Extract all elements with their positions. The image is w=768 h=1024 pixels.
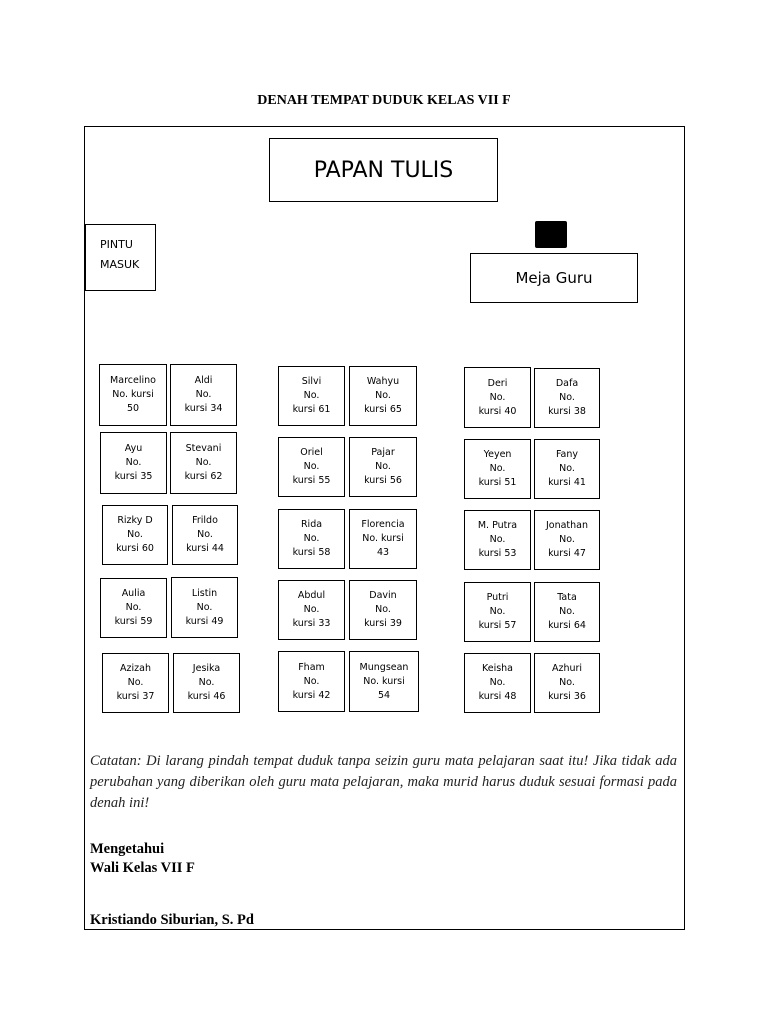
seat-number-line2: kursi 46 bbox=[187, 691, 226, 702]
page-title: DENAH TEMPAT DUDUK KELAS VII F bbox=[257, 93, 511, 108]
student-name: Silvi bbox=[301, 376, 322, 387]
student-name: Davin bbox=[369, 590, 397, 601]
seat-number-line1: No. bbox=[127, 677, 144, 688]
seat-number-line2: kursi 65 bbox=[364, 404, 402, 415]
seat bbox=[170, 364, 237, 426]
seat-number-line2: kursi 37 bbox=[116, 691, 155, 702]
seat-number-line1: No. bbox=[375, 461, 391, 472]
seat bbox=[173, 653, 240, 713]
acknowledgement-label: Mengetahui bbox=[90, 841, 165, 857]
student-name: Azizah bbox=[120, 663, 151, 674]
seat-number-line1: No. bbox=[303, 533, 320, 544]
seat-number-line2: kursi 34 bbox=[184, 403, 223, 414]
seat-number-line1: No. bbox=[195, 389, 212, 400]
student-name: Tata bbox=[557, 592, 577, 603]
student-name: Keisha bbox=[481, 663, 514, 674]
student-name: Stevani bbox=[185, 443, 222, 454]
student-name: Jonathan bbox=[545, 520, 589, 531]
seat bbox=[464, 653, 531, 713]
seat-number-line1: No. bbox=[489, 391, 506, 403]
seat-number-line2: kursi 47 bbox=[548, 548, 586, 559]
seat-number-line2: kursi 57 bbox=[478, 620, 517, 631]
teacher-desk-label: Meja Guru bbox=[515, 269, 593, 287]
seat-number-line1: No. bbox=[489, 677, 506, 688]
seat-number-line1: No. kursi bbox=[112, 389, 154, 400]
seat-number-line2: kursi 55 bbox=[292, 475, 331, 486]
seat bbox=[102, 653, 169, 713]
seat-number-line1: No. bbox=[125, 602, 142, 613]
seat-number-line1: No. bbox=[196, 601, 213, 613]
seat bbox=[349, 651, 419, 712]
door-label-line2: MASUK bbox=[100, 258, 140, 271]
teacher-chair bbox=[535, 221, 567, 248]
seat bbox=[99, 364, 167, 426]
seat-number-line2: kursi 36 bbox=[548, 691, 586, 702]
seat-number-line2: kursi 38 bbox=[548, 406, 586, 417]
seat bbox=[100, 578, 167, 638]
seat-number-line2: kursi 56 bbox=[364, 475, 402, 486]
seat-number-line1: No. bbox=[197, 529, 213, 540]
seat-number-line1: No. bbox=[127, 529, 143, 540]
seat-number-line2: kursi 44 bbox=[186, 543, 224, 554]
seat-number-line1: No. kursi bbox=[363, 675, 405, 687]
seat bbox=[534, 653, 600, 713]
seat-number-line2: kursi 41 bbox=[548, 477, 586, 488]
seat-number-line2: kursi 40 bbox=[478, 405, 517, 417]
seat bbox=[534, 582, 600, 642]
seat bbox=[464, 367, 531, 428]
seat-number-line2: kursi 39 bbox=[364, 618, 402, 629]
student-name: Rida bbox=[300, 519, 323, 530]
seat bbox=[278, 366, 345, 426]
seat-number-line2: 54 bbox=[377, 689, 391, 701]
seat-number-line1: No. bbox=[125, 457, 142, 468]
entrance-door bbox=[85, 224, 156, 291]
teacher-name: Kristiando Siburian, S. Pd bbox=[90, 912, 254, 928]
seat-number-line2: kursi 49 bbox=[185, 615, 224, 627]
seat-number-line2: 50 bbox=[126, 403, 140, 414]
seat-number-line2: 43 bbox=[376, 547, 390, 558]
seat-number-line2: kursi 60 bbox=[116, 543, 154, 554]
rules-note: Catatan: Di larang pindah tempat duduk tanpa seizin guru mata pelajaran saat itu! Jika tidak ada perubahan yang diberikan oleh guru mata pelajaran, maka murid harus duduk sesuai formasi pada denah ini! bbox=[90, 753, 677, 811]
seat-number-line1: No. bbox=[198, 677, 215, 688]
seat bbox=[278, 580, 345, 640]
seat bbox=[278, 437, 345, 497]
seat-number-line2: kursi 58 bbox=[292, 547, 331, 558]
seat-number-line1: No. bbox=[559, 392, 575, 403]
student-name: Deri bbox=[487, 377, 508, 389]
student-name: Fany bbox=[555, 449, 579, 460]
student-name: Jesika bbox=[192, 663, 221, 674]
teacher-desk bbox=[470, 253, 638, 303]
seat bbox=[278, 651, 345, 712]
seat bbox=[349, 509, 417, 569]
student-name: M. Putra bbox=[477, 520, 518, 531]
student-name: Wahyu bbox=[366, 376, 400, 387]
door-label-line1: PINTU bbox=[100, 238, 133, 251]
seat-number-line1: No. bbox=[303, 604, 320, 615]
seat-number-line1: No. bbox=[375, 390, 391, 401]
student-name: Putri bbox=[486, 592, 509, 603]
seat bbox=[172, 505, 238, 565]
seat bbox=[171, 577, 238, 638]
seat-number-line1: No. bbox=[559, 606, 575, 617]
seat-number-line1: No. bbox=[559, 677, 575, 688]
student-name: Rizky D bbox=[117, 515, 153, 526]
seat bbox=[349, 580, 417, 640]
homeroom-teacher-title: Wali Kelas VII F bbox=[90, 860, 195, 876]
seat bbox=[278, 509, 345, 569]
seat bbox=[464, 439, 531, 499]
student-name: Azhuri bbox=[551, 663, 583, 674]
seat-number-line2: kursi 53 bbox=[478, 548, 517, 559]
seat-number-line2: kursi 42 bbox=[292, 689, 331, 701]
seat-number-line1: No. kursi bbox=[362, 533, 404, 544]
student-name: Ayu bbox=[124, 443, 143, 454]
student-name: Fham bbox=[298, 661, 325, 673]
seat-number-line2: kursi 51 bbox=[478, 477, 517, 488]
student-name: Oriel bbox=[300, 447, 323, 458]
seat-number-line1: No. bbox=[375, 604, 391, 615]
student-name: Aldi bbox=[194, 375, 213, 386]
seat bbox=[102, 505, 168, 565]
seat bbox=[534, 510, 600, 570]
seat bbox=[170, 432, 237, 494]
seat bbox=[464, 582, 531, 642]
seat-number-line1: No. bbox=[303, 461, 320, 472]
seat-number-line1: No. bbox=[303, 675, 320, 687]
seat-number-line2: kursi 61 bbox=[292, 404, 331, 415]
student-name: Listin bbox=[191, 587, 218, 599]
seat-number-line1: No. bbox=[489, 534, 506, 545]
seat-number-line1: No. bbox=[559, 463, 575, 474]
seat-number-line1: No. bbox=[195, 457, 212, 468]
seat bbox=[100, 432, 167, 494]
seat-number-line2: kursi 62 bbox=[184, 471, 223, 482]
student-name: Marcelino bbox=[110, 375, 156, 386]
seat bbox=[349, 366, 417, 426]
seat-number-line2: kursi 33 bbox=[292, 618, 331, 629]
student-name: Pajar bbox=[371, 447, 395, 458]
student-name: Aulia bbox=[121, 588, 146, 599]
student-name: Frildo bbox=[192, 515, 218, 526]
student-name: Florencia bbox=[361, 519, 405, 530]
student-name: Mungsean bbox=[359, 661, 409, 673]
seat bbox=[534, 439, 600, 499]
seat bbox=[534, 368, 600, 428]
student-name: Dafa bbox=[555, 378, 579, 389]
seat-number-line1: No. bbox=[559, 534, 575, 545]
seat-number-line2: kursi 35 bbox=[114, 471, 153, 482]
whiteboard bbox=[269, 138, 498, 202]
seat-number-line1: No. bbox=[489, 606, 506, 617]
seat bbox=[349, 437, 417, 497]
student-name: Abdul bbox=[297, 590, 326, 601]
seat-number-line2: kursi 59 bbox=[114, 616, 153, 627]
seat bbox=[464, 510, 531, 570]
student-name: Yeyen bbox=[483, 449, 512, 460]
whiteboard-label: PAPAN TULIS bbox=[313, 157, 454, 183]
seat-number-line2: kursi 64 bbox=[548, 620, 586, 631]
seat-number-line1: No. bbox=[303, 390, 320, 401]
seat-number-line1: No. bbox=[489, 463, 506, 474]
seat-number-line2: kursi 48 bbox=[478, 691, 517, 702]
